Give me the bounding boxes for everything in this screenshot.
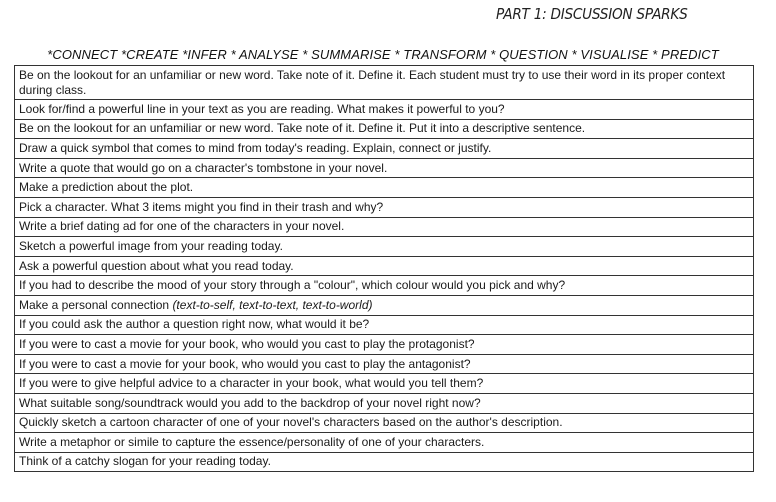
prompt-cell: Think of a catchy slogan for your reading today.	[15, 452, 754, 472]
prompt-cell: Pick a character. What 3 items might you find in their trash and why?	[15, 197, 754, 217]
table-row	[15, 452, 754, 472]
strategies-banner: *CONNECT *CREATE *INFER * ANALYSE * SUMMARISE * TRANSFORM * QUESTION * VISUALISE * PREDICT	[47, 47, 719, 62]
table-row	[15, 295, 754, 315]
prompt-cell: Write a quote that would go on a character's tombstone in your novel.	[15, 158, 754, 178]
table-row	[15, 393, 754, 413]
prompt-cell: If you had to describe the mood of your story through a "colour", which colour would you pick and why?	[15, 276, 754, 296]
prompt-cell: Write a metaphor or simile to capture the essence/personality of one of your characters.	[15, 433, 754, 453]
table-row	[15, 413, 754, 433]
table-row	[15, 374, 754, 394]
prompt-cell: Ask a powerful question about what you read today.	[15, 256, 754, 276]
table-row	[15, 335, 754, 355]
prompt-italic-note: (text-to-self, text-to-text, text-to-world)	[172, 297, 373, 312]
prompt-cell: Sketch a powerful image from your reading today.	[15, 237, 754, 257]
table-row	[15, 315, 754, 335]
prompt-cell: Be on the lookout for an unfamiliar or new word. Take note of it. Define it. Each student must try to use their word in its proper context during class.	[15, 66, 754, 100]
table-row	[15, 276, 754, 296]
page-title: PART 1: DISCUSSION SPARKS	[496, 5, 688, 23]
table-row	[15, 66, 754, 100]
prompt-cell: If you were to give helpful advice to a character in your book, what would you tell them?	[15, 374, 754, 394]
prompt-cell: Quickly sketch a cartoon character of one of your novel's characters based on the author's description.	[15, 413, 754, 433]
prompts-table	[14, 65, 754, 472]
table-row	[15, 237, 754, 257]
table-row	[15, 354, 754, 374]
table-row	[15, 197, 754, 217]
prompt-cell: If you were to cast a movie for your book, who would you cast to play the antagonist?	[15, 354, 754, 374]
prompt-cell: Make a prediction about the plot.	[15, 178, 754, 198]
table-row	[15, 119, 754, 139]
table-row	[15, 256, 754, 276]
prompt-cell: Write a brief dating ad for one of the characters in your novel.	[15, 217, 754, 237]
prompt-cell: What suitable song/soundtrack would you add to the backdrop of your novel right now?	[15, 393, 754, 413]
table-row	[15, 433, 754, 453]
prompt-cell: Look for/find a powerful line in your text as you are reading. What makes it powerful to you?	[15, 100, 754, 120]
table-row	[15, 158, 754, 178]
table-row	[15, 217, 754, 237]
prompt-cell: If you could ask the author a question right now, what would it be?	[15, 315, 754, 335]
prompt-text: Make a personal connection	[19, 297, 173, 312]
table-row	[15, 100, 754, 120]
table-row	[15, 178, 754, 198]
table-row	[15, 139, 754, 159]
prompt-cell: Draw a quick symbol that comes to mind from today's reading. Explain, connect or justify.	[15, 139, 754, 159]
prompt-cell	[15, 295, 754, 315]
prompt-cell: If you were to cast a movie for your book, who would you cast to play the protagonist?	[15, 335, 754, 355]
prompt-cell: Be on the lookout for an unfamiliar or new word. Take note of it. Define it. Put it into a descriptive sentence.	[15, 119, 754, 139]
